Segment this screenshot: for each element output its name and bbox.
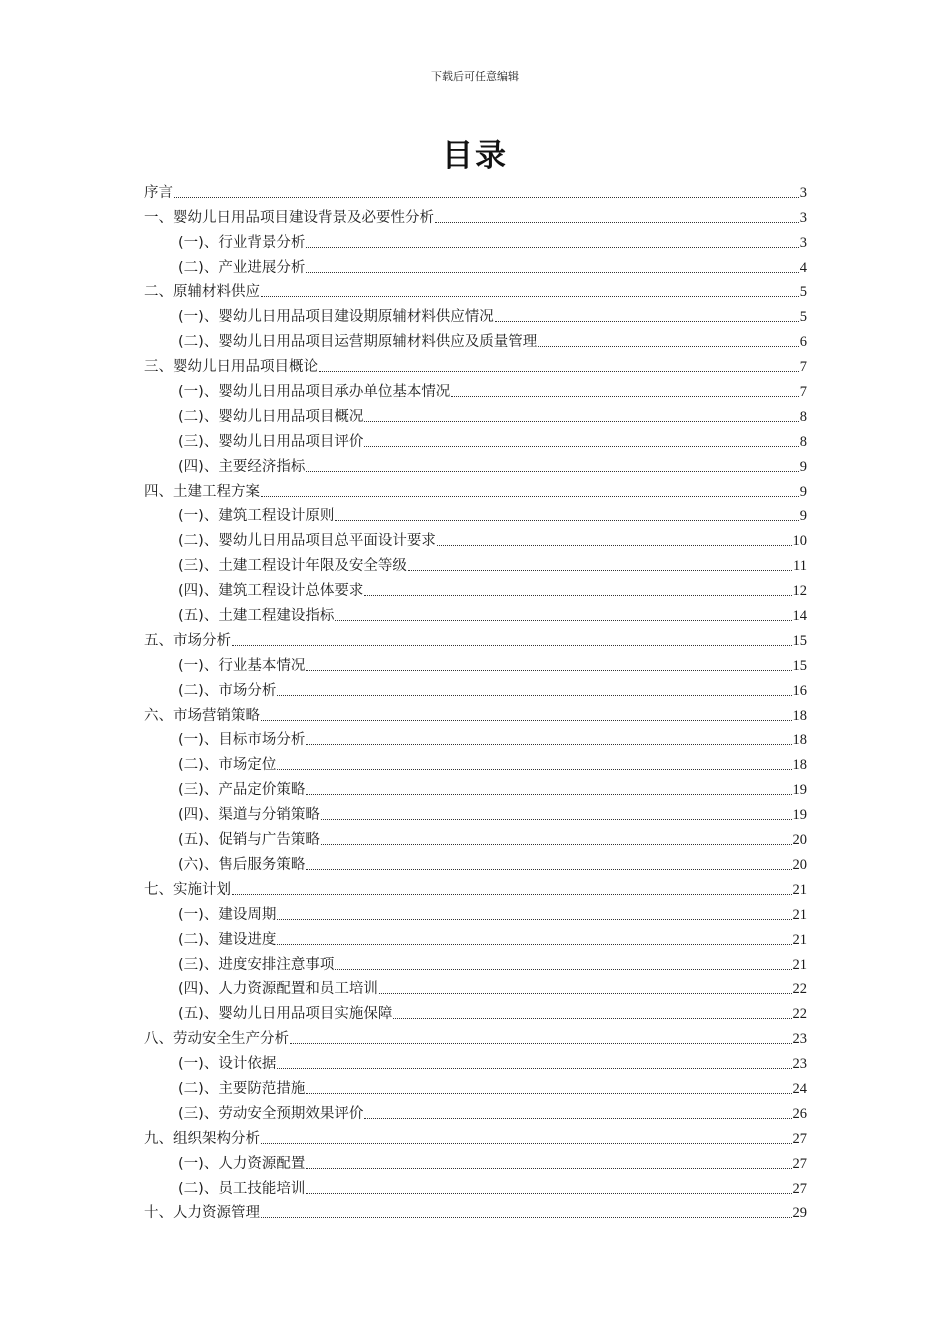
toc-entry-page-number: 14 <box>792 608 807 625</box>
toc-entry-label: 三、婴幼儿日用品项目概论 <box>144 359 318 376</box>
toc-dot-leader <box>435 222 799 223</box>
toc-entry-label: 十、人力资源管理 <box>144 1205 260 1222</box>
toc-entry-label: (一)、婴幼儿日用品项目承办单位基本情况 <box>178 384 451 401</box>
toc-dot-leader <box>232 894 792 895</box>
toc-dot-leader <box>408 570 792 571</box>
toc-entry-page-number: 10 <box>792 533 807 550</box>
toc-dot-leader <box>261 296 799 297</box>
toc-dot-leader <box>277 944 791 945</box>
toc-subsection-entry[interactable] <box>144 600 807 625</box>
toc-dot-leader <box>306 247 798 248</box>
toc-subsection-entry[interactable] <box>144 575 807 600</box>
toc-entry-page-number: 19 <box>792 807 807 824</box>
toc-entry-label: (三)、土建工程设计年限及安全等级 <box>178 558 407 575</box>
toc-subsection-entry[interactable] <box>144 675 807 700</box>
toc-entry-page-number: 21 <box>792 881 807 898</box>
toc-subsection-entry[interactable] <box>144 550 807 575</box>
toc-dot-leader <box>306 1093 791 1094</box>
toc-subsection-entry[interactable] <box>144 998 807 1023</box>
toc-entry-page-number: 27 <box>792 1130 807 1147</box>
toc-dot-leader <box>277 769 791 770</box>
toc-entry-label: (四)、建筑工程设计总体要求 <box>178 583 364 600</box>
toc-entry-label: (一)、婴幼儿日用品项目建设期原辅材料供应情况 <box>178 309 494 326</box>
toc-entry-label: 八、劳动安全生产分析 <box>144 1031 289 1048</box>
toc-entry-label: (五)、婴幼儿日用品项目实施保障 <box>178 1006 393 1023</box>
toc-dot-leader <box>393 1018 791 1019</box>
toc-dot-leader <box>277 919 791 920</box>
toc-dot-leader <box>232 645 792 646</box>
toc-subsection-entry[interactable] <box>144 426 807 451</box>
toc-subsection-entry[interactable] <box>144 227 807 252</box>
toc-section-entry[interactable] <box>144 277 807 302</box>
toc-entry-label: 九、组织架构分析 <box>144 1130 260 1147</box>
toc-entry-label: (二)、产业进展分析 <box>178 259 306 276</box>
toc-entry-page-number: 15 <box>792 657 807 674</box>
toc-dot-leader <box>335 969 791 970</box>
toc-subsection-entry[interactable] <box>144 401 807 426</box>
toc-entry-page-number: 6 <box>799 334 807 351</box>
toc-entry-label: (一)、人力资源配置 <box>178 1155 306 1172</box>
toc-dot-leader <box>261 720 792 721</box>
toc-entry-page-number: 18 <box>792 707 807 724</box>
toc-entry-label: (二)、市场分析 <box>178 682 277 699</box>
toc-subsection-entry[interactable] <box>144 650 807 675</box>
toc-dot-leader <box>306 1193 791 1194</box>
toc-subsection-entry[interactable] <box>144 749 807 774</box>
toc-subsection-entry[interactable] <box>144 899 807 924</box>
toc-entry-label: (一)、建筑工程设计原则 <box>178 508 335 525</box>
toc-dot-leader <box>451 396 798 397</box>
toc-entry-label: (二)、主要防范措施 <box>178 1080 306 1097</box>
toc-dot-leader <box>277 1068 791 1069</box>
toc-entry-label: (一)、行业基本情况 <box>178 657 306 674</box>
toc-entry-page-number: 23 <box>792 1056 807 1073</box>
toc-subsection-entry[interactable] <box>144 849 807 874</box>
toc-entry-page-number: 8 <box>799 408 807 425</box>
toc-entry-label: (五)、土建工程建设指标 <box>178 608 335 625</box>
toc-entry-page-number: 9 <box>799 483 807 500</box>
toc-entry-label: (一)、目标市场分析 <box>178 732 306 749</box>
toc-entry-page-number: 3 <box>799 184 807 201</box>
toc-entry-label: 五、市场分析 <box>144 632 231 649</box>
toc-section-entry[interactable] <box>144 625 807 650</box>
toc-subsection-entry[interactable] <box>144 501 807 526</box>
toc-dot-leader <box>306 794 791 795</box>
toc-subsection-entry[interactable] <box>144 1148 807 1173</box>
toc-entry-label: (五)、促销与广告策略 <box>178 832 320 849</box>
toc-subsection-entry[interactable] <box>144 1048 807 1073</box>
toc-dot-leader <box>277 695 791 696</box>
download-note: 下载后可任意编辑 <box>431 70 519 83</box>
toc-entry-label: (一)、行业背景分析 <box>178 234 306 251</box>
toc-dot-leader <box>306 272 798 273</box>
toc-dot-leader <box>538 346 798 347</box>
toc-section-entry[interactable] <box>144 1198 807 1223</box>
toc-dot-leader <box>364 421 798 422</box>
toc-dot-leader <box>364 446 798 447</box>
toc-dot-leader <box>306 744 791 745</box>
toc-section-entry[interactable] <box>144 476 807 501</box>
toc-entry-page-number: 19 <box>792 782 807 799</box>
toc-entry-page-number: 21 <box>792 931 807 948</box>
toc-entry-page-number: 18 <box>792 757 807 774</box>
toc-dot-leader <box>306 471 798 472</box>
toc-subsection-entry[interactable] <box>144 301 807 326</box>
toc-dot-leader <box>364 1118 791 1119</box>
toc-entry-label: (四)、人力资源配置和员工培训 <box>178 981 378 998</box>
toc-entry-page-number: 27 <box>792 1155 807 1172</box>
toc-entry-page-number: 3 <box>799 234 807 251</box>
toc-entry-label: 一、婴幼儿日用品项目建设背景及必要性分析 <box>144 209 434 226</box>
toc-entry-page-number: 9 <box>799 458 807 475</box>
toc-entry-label: (三)、进度安排注意事项 <box>178 956 335 973</box>
toc-section-entry[interactable] <box>144 177 807 202</box>
toc-subsection-entry[interactable] <box>144 924 807 949</box>
toc-entry-page-number: 5 <box>799 309 807 326</box>
toc-dot-leader <box>321 844 792 845</box>
toc-dot-leader <box>290 1043 792 1044</box>
toc-subsection-entry[interactable] <box>144 1073 807 1098</box>
toc-entry-page-number: 12 <box>792 583 807 600</box>
toc-subsection-entry[interactable] <box>144 949 807 974</box>
toc-entry-label: (三)、产品定价策略 <box>178 782 306 799</box>
toc-entry-label: (一)、设计依据 <box>178 1056 277 1073</box>
toc-dot-leader <box>335 520 798 521</box>
toc-dot-leader <box>261 1217 792 1218</box>
toc-entry-page-number: 23 <box>792 1031 807 1048</box>
toc-section-entry[interactable] <box>144 351 807 376</box>
toc-dot-leader <box>379 993 792 994</box>
toc-entry-label: (二)、市场定位 <box>178 757 277 774</box>
toc-dot-leader <box>261 496 799 497</box>
toc-subsection-entry[interactable] <box>144 799 807 824</box>
toc-entry-page-number: 18 <box>792 732 807 749</box>
toc-entry-label: (二)、员工技能培训 <box>178 1180 306 1197</box>
toc-section-entry[interactable] <box>144 202 807 227</box>
toc-section-entry[interactable] <box>144 700 807 725</box>
toc-title: 目录 <box>442 138 508 174</box>
toc-entry-page-number: 27 <box>792 1180 807 1197</box>
toc-entry-label: 六、市场营销策略 <box>144 707 260 724</box>
toc-subsection-entry[interactable] <box>144 451 807 476</box>
toc-dot-leader <box>495 321 799 322</box>
toc-subsection-entry[interactable] <box>144 1173 807 1198</box>
toc-entry-label: 四、土建工程方案 <box>144 483 260 500</box>
toc-dot-leader <box>437 545 792 546</box>
toc-entry-label: (四)、主要经济指标 <box>178 458 306 475</box>
toc-entry-page-number: 3 <box>799 209 807 226</box>
toc-subsection-entry[interactable] <box>144 725 807 750</box>
toc-subsection-entry[interactable] <box>144 525 807 550</box>
toc-dot-leader <box>319 371 799 372</box>
toc-entry-label: (二)、建设进度 <box>178 931 277 948</box>
toc-entry-page-number: 9 <box>799 508 807 525</box>
toc-subsection-entry[interactable] <box>144 1098 807 1123</box>
toc-entry-page-number: 22 <box>792 1006 807 1023</box>
toc-entry-label: (二)、婴幼儿日用品项目概况 <box>178 408 364 425</box>
toc-entry-label: (三)、婴幼儿日用品项目评价 <box>178 433 364 450</box>
toc-dot-leader <box>335 620 791 621</box>
toc-subsection-entry[interactable] <box>144 326 807 351</box>
toc-entry-page-number: 7 <box>799 384 807 401</box>
toc-entry-page-number: 5 <box>799 284 807 301</box>
toc-entry-page-number: 7 <box>799 359 807 376</box>
toc-entry-page-number: 20 <box>792 856 807 873</box>
toc-entry-label: (一)、建设周期 <box>178 906 277 923</box>
toc-section-entry[interactable] <box>144 874 807 899</box>
toc-entry-page-number: 29 <box>792 1205 807 1222</box>
toc-entry-page-number: 11 <box>793 558 807 575</box>
toc-dot-leader <box>306 670 791 671</box>
toc-entry-label: (六)、售后服务策略 <box>178 856 306 873</box>
toc-entry-page-number: 4 <box>799 259 807 276</box>
toc-dot-leader <box>306 1168 791 1169</box>
toc-entry-page-number: 16 <box>792 682 807 699</box>
toc-dot-leader <box>321 819 792 820</box>
toc-section-entry[interactable] <box>144 1123 807 1148</box>
table-of-contents <box>144 177 807 1222</box>
toc-subsection-entry[interactable] <box>144 824 807 849</box>
toc-entry-label: 序言 <box>144 184 173 201</box>
toc-entry-page-number: 24 <box>792 1080 807 1097</box>
toc-entry-label: 七、实施计划 <box>144 881 231 898</box>
toc-subsection-entry[interactable] <box>144 376 807 401</box>
toc-entry-label: (二)、婴幼儿日用品项目总平面设计要求 <box>178 533 436 550</box>
toc-subsection-entry[interactable] <box>144 774 807 799</box>
toc-entry-label: (四)、渠道与分销策略 <box>178 807 320 824</box>
toc-dot-leader <box>174 197 799 198</box>
toc-entry-page-number: 15 <box>792 632 807 649</box>
toc-entry-page-number: 21 <box>792 906 807 923</box>
toc-dot-leader <box>306 869 791 870</box>
toc-entry-page-number: 8 <box>799 433 807 450</box>
toc-dot-leader <box>364 595 791 596</box>
toc-entry-page-number: 21 <box>792 956 807 973</box>
toc-entry-page-number: 26 <box>792 1105 807 1122</box>
toc-section-entry[interactable] <box>144 1023 807 1048</box>
toc-entry-label: (三)、劳动安全预期效果评价 <box>178 1105 364 1122</box>
toc-entry-page-number: 22 <box>792 981 807 998</box>
toc-dot-leader <box>261 1143 792 1144</box>
toc-subsection-entry[interactable] <box>144 974 807 999</box>
toc-entry-label: 二、原辅材料供应 <box>144 284 260 301</box>
toc-subsection-entry[interactable] <box>144 252 807 277</box>
toc-entry-page-number: 20 <box>792 832 807 849</box>
toc-entry-label: (二)、婴幼儿日用品项目运营期原辅材料供应及质量管理 <box>178 334 538 351</box>
